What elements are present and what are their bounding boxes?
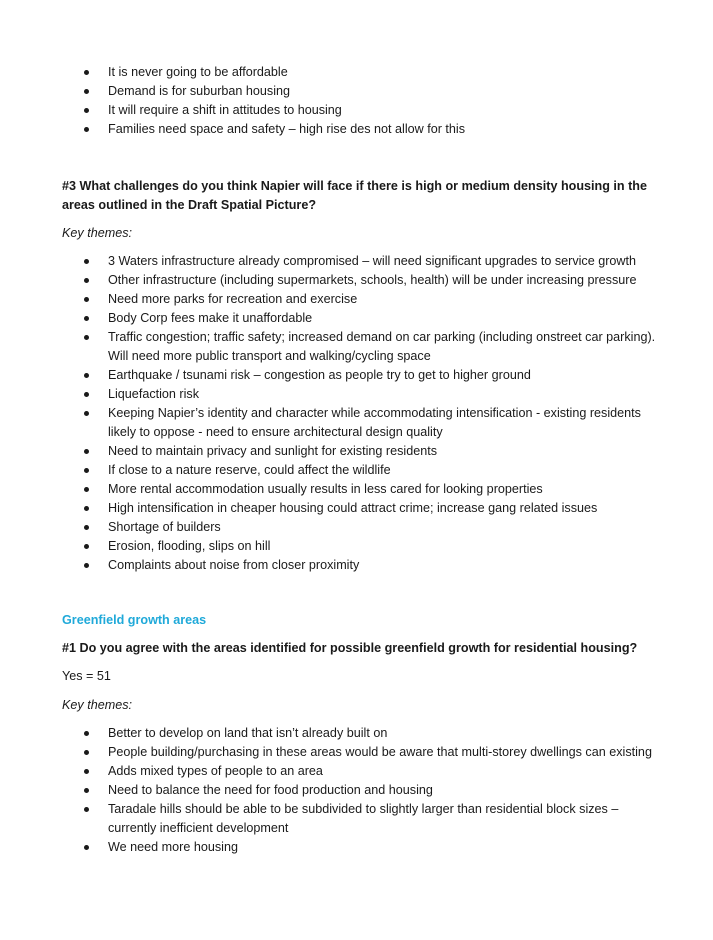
list-item: It will require a shift in attitudes to housing xyxy=(62,101,662,120)
list-item: Earthquake / tsunami risk – congestion as people try to get to higher ground xyxy=(62,366,662,385)
bullet-icon xyxy=(84,731,89,736)
list-item: Keeping Napier’s identity and character while accommodating intensification - existing residents likely to oppose - need to ensure architectural design quality xyxy=(62,404,662,442)
list-item: We need more housing xyxy=(62,838,662,857)
list-item: Need to balance the need for food production and housing xyxy=(62,781,662,800)
bullet-icon xyxy=(84,108,89,113)
list-item: People building/purchasing in these areas would be aware that multi-storey dwellings can existing xyxy=(62,743,662,762)
greenfield-themes-list xyxy=(62,724,662,857)
bullet-icon xyxy=(84,259,89,264)
bullet-icon xyxy=(84,544,89,549)
list-item: Families need space and safety – high rise des not allow for this xyxy=(62,120,662,139)
list-item: High intensification in cheaper housing could attract crime; increase gang related issues xyxy=(62,499,662,518)
greenfield-question-heading: #1 Do you agree with the areas identified for possible greenfield growth for residential housing? xyxy=(62,641,638,655)
key-themes-label: Key themes: xyxy=(62,698,132,712)
list-item: Body Corp fees make it unaffordable xyxy=(62,309,662,328)
bullet-icon xyxy=(84,788,89,793)
list-item: More rental accommodation usually results in less cared for looking properties xyxy=(62,480,662,499)
list-item: Taradale hills should be able to be subdivided to slightly larger than residential block sizes – currently inefficient development xyxy=(62,800,662,838)
question-3-heading: #3 What challenges do you think Napier will face if there is high or medium density housing in the areas outlined in the Draft Spatial Picture? xyxy=(62,179,648,212)
bullet-icon xyxy=(84,392,89,397)
bullet-icon xyxy=(84,297,89,302)
bullet-icon xyxy=(84,70,89,75)
section-heading-greenfield: Greenfield growth areas xyxy=(62,613,207,627)
list-item: It is never going to be affordable xyxy=(62,63,662,82)
bullet-icon xyxy=(84,487,89,492)
list-item: Better to develop on land that isn’t already built on xyxy=(62,724,662,743)
list-item: Liquefaction risk xyxy=(62,385,662,404)
list-item: Demand is for suburban housing xyxy=(62,82,662,101)
list-item: Need to maintain privacy and sunlight for existing residents xyxy=(62,442,662,461)
list-item: Complaints about noise from closer proximity xyxy=(62,556,662,575)
list-item: If close to a nature reserve, could affect the wildlife xyxy=(62,461,662,480)
bullet-icon xyxy=(84,525,89,530)
top-bullet-list xyxy=(62,63,662,139)
bullet-icon xyxy=(84,750,89,755)
list-item: Traffic congestion; traffic safety; increased demand on car parking (including onstreet car parking). Will need more public transport and walking/cycling space xyxy=(62,328,662,366)
list-item: Need more parks for recreation and exercise xyxy=(62,290,662,309)
yes-count: Yes = 51 xyxy=(62,669,111,683)
bullet-icon xyxy=(84,373,89,378)
bullet-icon xyxy=(84,769,89,774)
bullet-icon xyxy=(84,449,89,454)
list-item: Adds mixed types of people to an area xyxy=(62,762,662,781)
q3-themes-list xyxy=(62,252,662,575)
bullet-icon xyxy=(84,89,89,94)
bullet-icon xyxy=(84,127,89,132)
bullet-icon xyxy=(84,563,89,568)
bullet-icon xyxy=(84,411,89,416)
bullet-icon xyxy=(84,807,89,812)
bullet-icon xyxy=(84,335,89,340)
list-item: Erosion, flooding, slips on hill xyxy=(62,537,662,556)
bullet-icon xyxy=(84,316,89,321)
bullet-icon xyxy=(84,468,89,473)
list-item: Other infrastructure (including supermarkets, schools, health) will be under increasing pressure xyxy=(62,271,662,290)
key-themes-label: Key themes: xyxy=(62,226,132,240)
list-item: Shortage of builders xyxy=(62,518,662,537)
bullet-icon xyxy=(84,845,89,850)
bullet-icon xyxy=(84,506,89,511)
list-item: 3 Waters infrastructure already compromised – will need significant upgrades to service growth xyxy=(62,252,662,271)
bullet-icon xyxy=(84,278,89,283)
